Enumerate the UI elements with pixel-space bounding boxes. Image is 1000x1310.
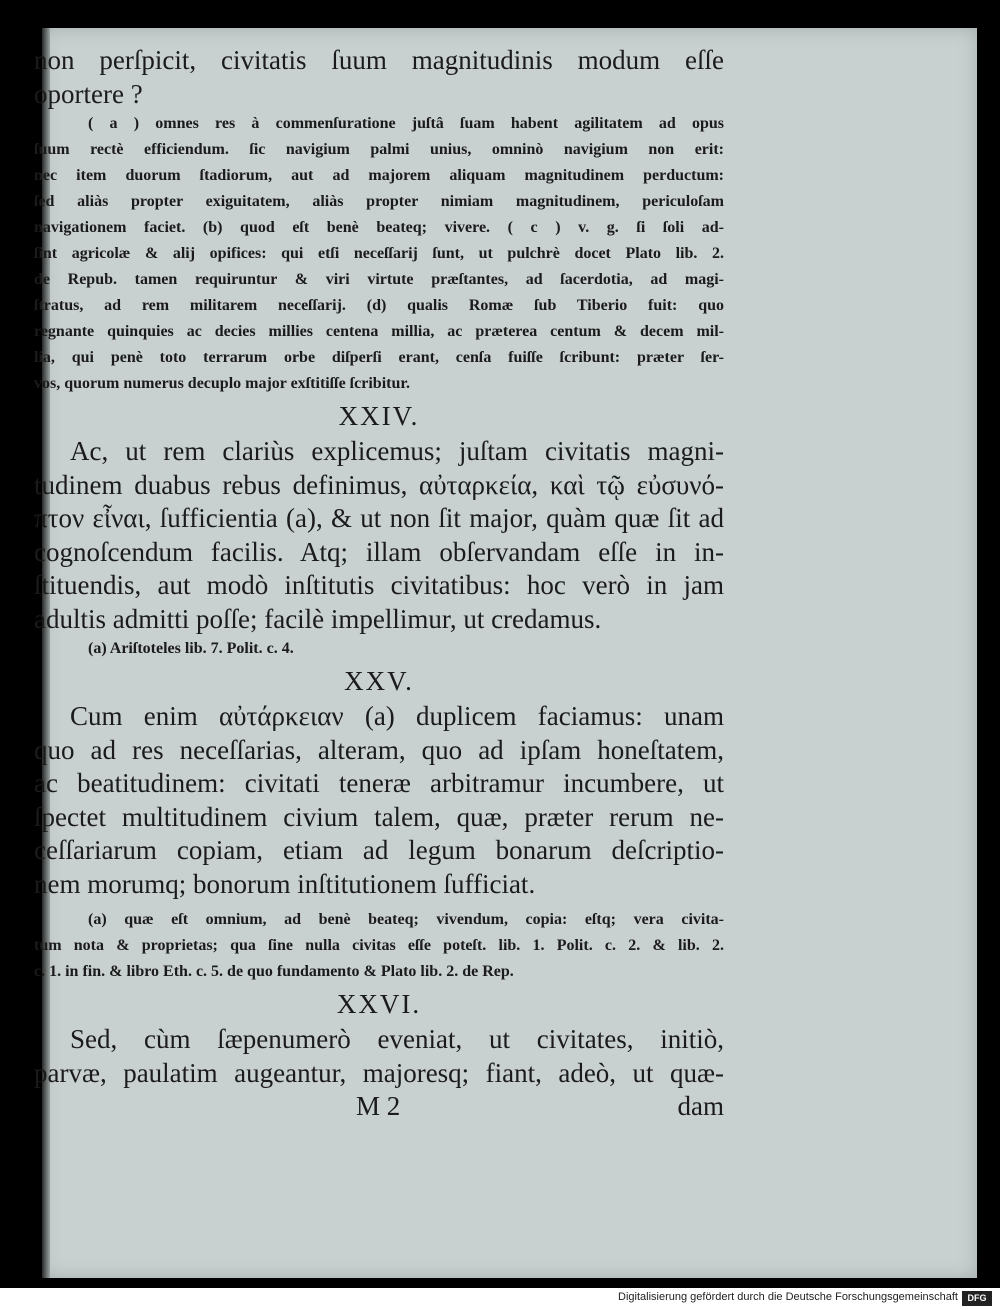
body-line: quo ad res neceſſarias, alteram, quo ad ipſam honeſtatem, — [34, 734, 724, 765]
body-line: ſtituendis, aut modò inſtitutis civitatibus: hoc verò in jam — [34, 570, 724, 600]
body-line: ſpectet multitudinem civium talem, quæ, præter rerum ne- — [34, 801, 724, 832]
body-line: tudinem duabus rebus definimus, αὐταρκεία, καὶ τῷ εὐσυνό- — [34, 469, 724, 500]
footnote-line: de Repub. tamen requiruntur & viri virtute præſtantes, ad ſacerdotia, ad magi- — [34, 271, 724, 288]
section-heading-26: XXVI. — [336, 989, 422, 1019]
body-line: adultis admitti poſſe; facilè impellimur, ut credamus. — [34, 603, 602, 634]
digitization-footer — [0, 1288, 1000, 1310]
body-line: ac beatitudinem: civitati teneræ arbitramur incumbere, ut — [34, 768, 724, 798]
footnote-line: (a) Ariſtoteles lib. 7. Polit. c. 4. — [88, 640, 294, 657]
body-line: oportere ? — [34, 78, 143, 109]
dfg-logo: DFG — [962, 1291, 992, 1306]
footnote-line: lia, qui penè toto terrarum orbe diſperſi erant, cenſa fuiſſe ſcribunt: præter ſer- — [34, 349, 724, 366]
section-heading-24: XXIV. — [338, 401, 420, 431]
body-line: nem morumq; bonorum inſtitutionem ſufficiat. — [34, 868, 536, 899]
signature-mark: M 2 — [356, 1091, 401, 1121]
footnote-line: c. 1. in fin. & libro Eth. c. 5. de quo fundamento & Plato lib. 2. de Rep. — [34, 963, 514, 980]
body-line: cognoſcendum facilis. Atq; illam obſervandam eſſe in in- — [34, 536, 724, 567]
body-line: Ac, ut rem clariùs explicemus; juſtam civitatis magni- — [70, 436, 724, 466]
footnote-line: ( a ) omnes res à commenſuratione juſtâ ſuam habent agilitatem ad opus — [88, 115, 724, 132]
body-line: parvæ, paulatim augeantur, majoresq; fiant, adeò, ut quæ- — [34, 1057, 724, 1088]
footnote-line: regnante quinquies ac decies millies centena millia, ac præterea centum & decem mil- — [34, 323, 724, 340]
body-line: Sed, cùm ſæpenumerò eveniat, ut civitates, initiò, — [70, 1024, 724, 1054]
page-footer-line — [34, 1090, 724, 1123]
footnote-line: ſuum rectè efficiendum. ſic navigium palmi unius, omninò navigium non erit: — [34, 141, 724, 158]
body-line: πτον εἶναι, ſufficientia (a), & ut non ſit major, quàm quæ ſit ad — [34, 503, 724, 533]
footnote-line: (a) quæ eſt omnium, ad benè beateq; vivendum, copia: eſtq; vera civita- — [88, 911, 724, 928]
section-heading-25: XXV. — [344, 666, 414, 696]
footnote-line: tum nota & proprietas; qua ſine nulla civitas eſſe poteſt. lib. 1. Polit. c. 2. & lib. 2. — [34, 937, 724, 954]
body-line: Cum enim αὐτάρκειαν (a) duplicem faciamus: unam — [70, 701, 724, 731]
catchword: dam — [677, 1091, 724, 1121]
footnote-line: ſint agricolæ & alij opifices: qui etſi neceſſarij ſunt, ut pulchrè docet Plato lib. 2. — [34, 245, 724, 262]
body-line: non perſpicit, civitatis ſuum magnitudinis modum eſſe — [34, 45, 724, 75]
footnote-line: ſed aliàs propter exiguitatem, aliàs propter nimiam magnitudinem, periculoſam — [34, 193, 724, 210]
footnote-line: navigationem faciet. (b) quod eſt benè beateq; vivere. ( c ) v. g. ſi ſoli ad- — [34, 219, 724, 236]
page-text-block — [34, 44, 724, 1123]
body-line: ceſſariarum copiam, etiam ad legum bonarum deſcriptio- — [34, 835, 724, 865]
footnote-line: ſtratus, ad rem militarem neceſſarij. (d) qualis Romæ ſub Tiberio fuit: quo — [34, 297, 724, 314]
funding-credit: Digitalisierung gefördert durch die Deutsche Forschungsgemeinschaft — [618, 1291, 958, 1303]
footnote-line: vos, quorum numerus decuplo major exſtitiſſe ſcribitur. — [34, 375, 410, 392]
footnote-line: nec item duorum ſtadiorum, aut ad majorem aliquam magnitudinem perductum: — [34, 167, 724, 184]
